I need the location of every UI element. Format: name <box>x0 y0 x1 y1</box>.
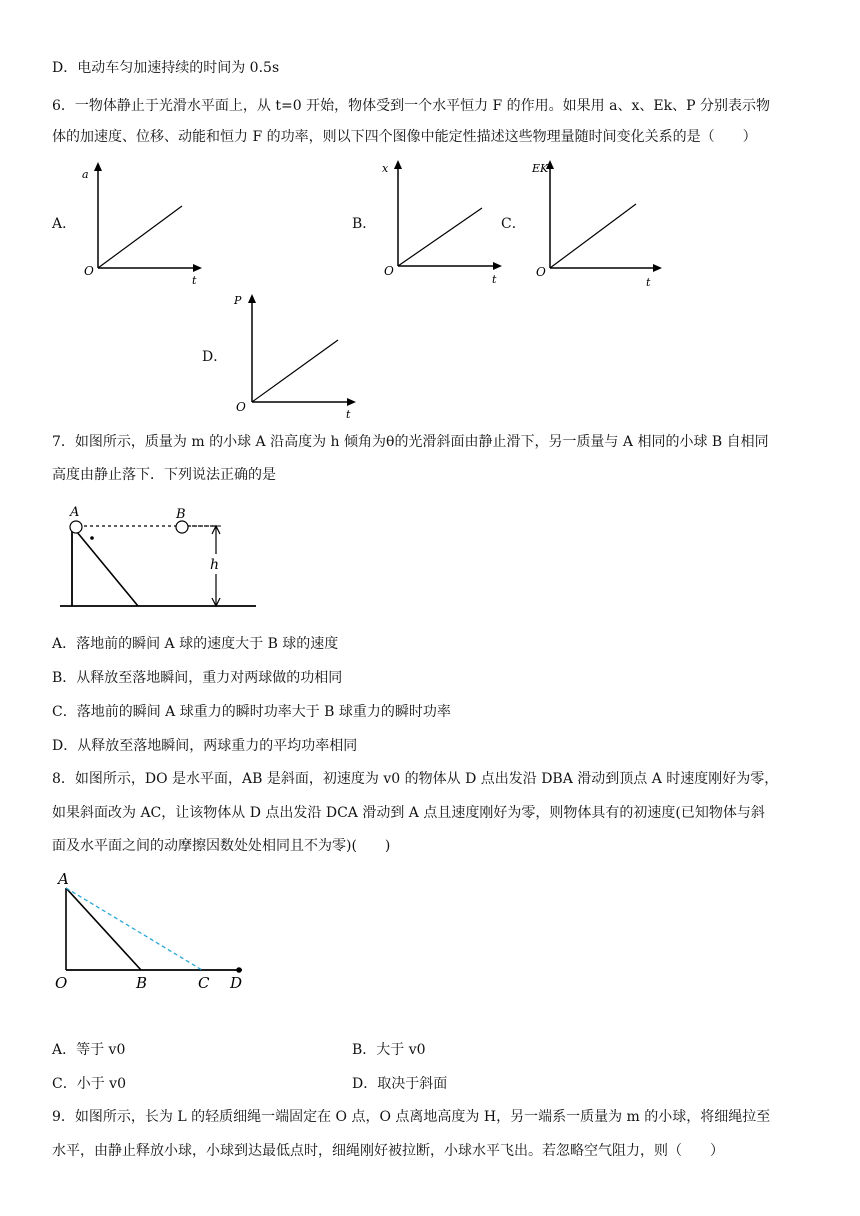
q6-graph-c <box>530 156 680 291</box>
q7-stem-line1: 7．如图所示，质量为 m 的小球 A 沿高度为 h 倾角为θ的光滑斜面由静止滑下，另一质量与 A 相同的小球 B 自相同 <box>52 434 769 450</box>
q6-graph-b <box>380 156 520 286</box>
q8-option-b: B．大于 v0 <box>352 1042 426 1058</box>
q6-graph-a <box>80 158 220 288</box>
q8-point-b: B <box>136 974 148 992</box>
q7-stem-line2: 高度由静止落下．下列说法正确的是 <box>52 467 276 483</box>
q9-stem-line1: 9．如图所示，长为 L 的轻质细绳一端固定在 O 点，O 点离地高度为 H，另一端系一质量为 m 的小球，将细绳拉至 <box>52 1109 771 1125</box>
q7-incline-figure <box>56 502 266 612</box>
q6-graph-a-xlabel: t <box>192 274 197 287</box>
q6-stem-line2: 体的加速度、位移、动能和恒力 F 的功率，则以下四个图像中能定性描述这些物理量随时间变化关系的是（ ） <box>52 129 757 145</box>
q6-option-a-label: A． <box>52 216 77 232</box>
q6-option-c-label: C． <box>501 216 526 232</box>
q8-option-a: A．等于 v0 <box>52 1042 126 1058</box>
q6-graph-d-xlabel: t <box>346 408 351 421</box>
q6-graph-a-origin: O <box>84 264 94 278</box>
q8-option-c: C．小于 v0 <box>52 1076 126 1092</box>
q7-option-a: A．落地前的瞬间 A 球的速度大于 B 球的速度 <box>52 636 339 652</box>
q8-slope-figure <box>52 866 262 996</box>
q6-graph-d-origin: O <box>236 400 246 414</box>
q6-stem-line1: 6．一物体静止于光滑水平面上，从 t=0 开始，物体受到一个水平恒力 F 的作用。如果用 a、x、Ek、P 分别表示物 <box>52 98 770 114</box>
q6-graph-c-xlabel: t <box>646 276 651 289</box>
q6-graph-b-ylabel: x <box>382 162 389 175</box>
q7-ball-b-label: B <box>176 507 186 522</box>
q8-option-d: D．取决于斜面 <box>352 1076 448 1092</box>
q7-option-d: D．从释放至落地瞬间，两球重力的平均功率相同 <box>52 738 358 754</box>
q8-point-d: D <box>230 974 243 992</box>
q6-graph-b-xlabel: t <box>492 273 497 286</box>
q6-graph-a-ylabel: a <box>82 168 89 181</box>
q7-option-c: C．落地前的瞬间 A 球重力的瞬时功率大于 B 球重力的瞬时功率 <box>52 704 451 720</box>
q7-height-label: h <box>210 557 220 573</box>
q7-option-b: B．从释放至落地瞬间，重力对两球做的功相同 <box>52 670 343 686</box>
q5-option-d: D．电动车匀加速持续的时间为 0.5s <box>52 60 280 76</box>
q6-graph-c-ylabel: EK <box>532 162 549 175</box>
q8-point-a: A <box>58 870 69 888</box>
q6-graph-b-origin: O <box>384 264 394 278</box>
q8-point-o: O <box>55 974 68 992</box>
q6-graph-d-ylabel: P <box>234 294 242 307</box>
q9-stem-line2: 水平，由静止释放小球，小球到达最低点时，细绳刚好被拉断，小球水平飞出。若忽略空气阻力，则（ ） <box>52 1143 724 1159</box>
q6-option-d-label: D． <box>202 349 228 365</box>
q8-stem-line3: 面及水平面之间的动摩擦因数处处相同且不为零)( ) <box>52 838 391 854</box>
q7-ball-a-label: A <box>70 505 80 520</box>
q6-graph-d <box>232 290 372 420</box>
q8-point-c: C <box>198 974 210 992</box>
q6-graph-c-origin: O <box>536 265 546 279</box>
q8-stem-line1: 8．如图所示，DO 是水平面，AB 是斜面，初速度为 v0 的物体从 D 点出发沿 DBA 滑动到顶点 A 时速度刚好为零， <box>52 771 779 787</box>
q6-option-b-label: B． <box>352 216 377 232</box>
q8-stem-line2: 如果斜面改为 AC，让该物体从 D 点出发沿 DCA 滑动到 A 点且速度刚好为零，则物体具有的初速度(已知物体与斜 <box>52 805 765 821</box>
